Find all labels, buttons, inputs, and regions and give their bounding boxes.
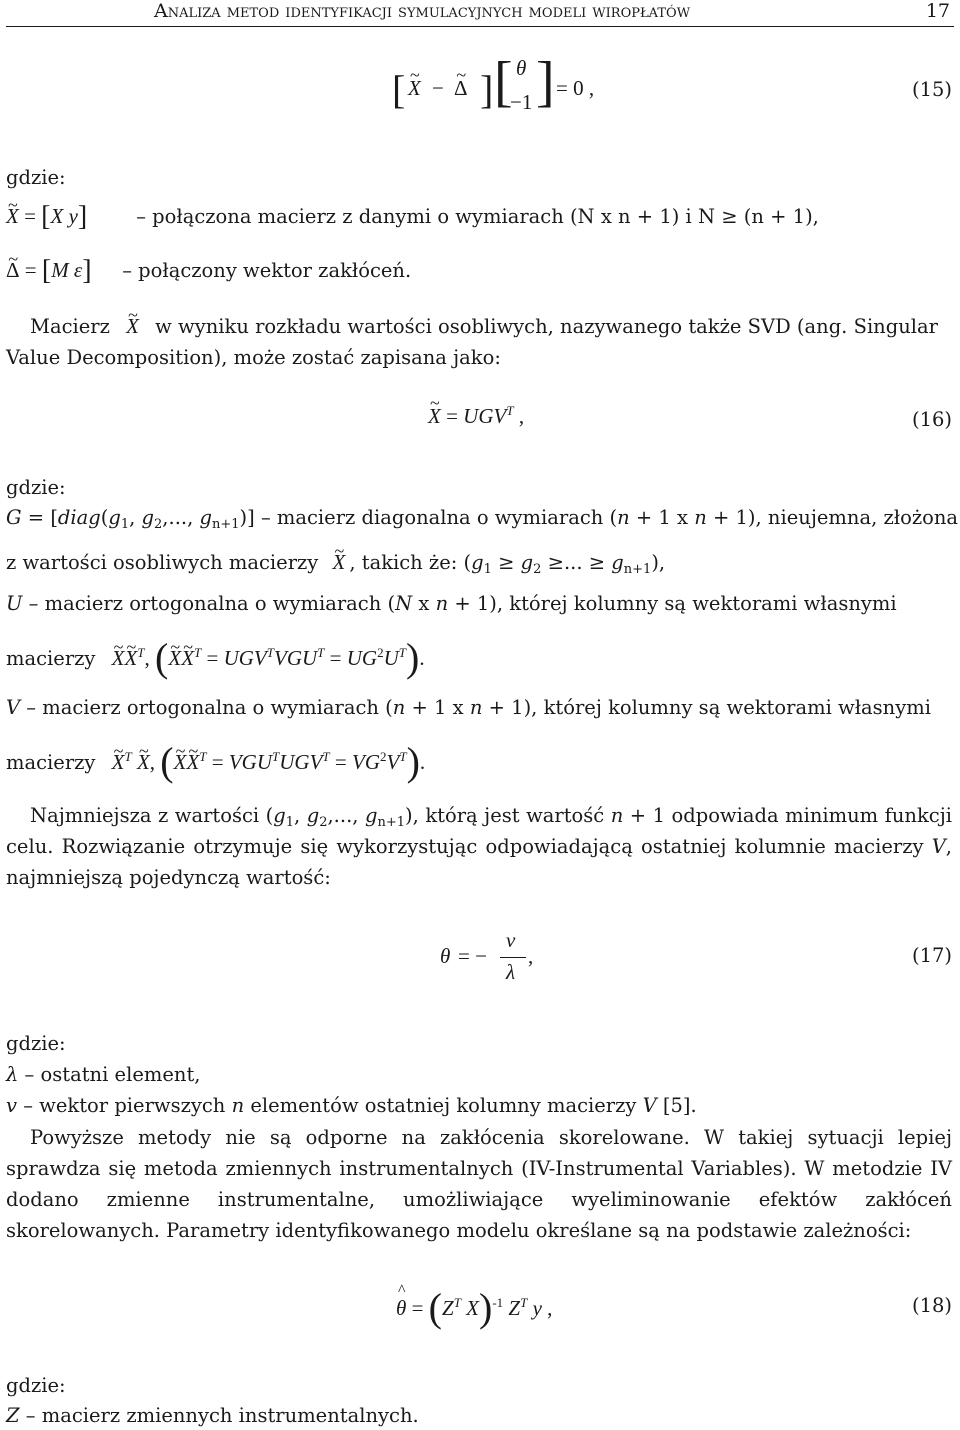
where-label: gdzie: [6, 476, 66, 499]
equation-17-number: (17) [911, 944, 952, 967]
definition-z: Z – macierz zmiennych instrumentalnych. [6, 1404, 419, 1427]
definition-u: U – macierz ortogonalna o wymiarach (N x n + 1), której kolumny są wektorami własnymi [6, 592, 897, 615]
paragraph-instrumental-variables: Powyższe metody nie są odporne na zakłócenia skorelowane. W takiej sytuacji lepiej sprawdza się metoda zmiennych instrumentalnych (IV-Instrumental Variables). W metodzie IV dodano zmienne instrumentalne, umożliwiające wyeliminowanie efektów zakłóceń skorelowanych. Parametry identyfikowanego modelu określane są na podstawie zależności: [6, 1126, 952, 1242]
definition-nu: v – wektor pierwszych n elementów ostatniej kolumny macierzy V [5]. [6, 1094, 697, 1117]
equation-15: [ ~ X − ~ Δ ] [ θ −1 ] = 0 , [392, 52, 622, 122]
definition-v: V – macierz ortogonalna o wymiarach (n + 1 x n + 1), której kolumny są wektorami własnymi [6, 696, 931, 719]
running-title: Analiza metod identyfikacji symulacyjnych modeli wiropłatów [154, 0, 691, 22]
where-label: gdzie: [6, 1374, 66, 1397]
equation-18: θ ^ = ($Z^T$ X)$^{-1}$ $Z^T$ y , [396, 1282, 553, 1330]
definition-u-cont: macierzy ~ X~ $X^T$, (~ X~ $X^T = UGV^TVGU^T = UG^2U^T$). [6, 644, 952, 673]
definition-lambda: λ – ostatni element, [6, 1063, 201, 1086]
equation-17: θ = − ν λ , [440, 928, 534, 984]
definition-x-tilde-text: – połączona macierz z danymi o wymiarach (N x n + 1) i N ≥ (n + 1), [136, 205, 819, 228]
definition-delta-tilde-text: – połączony wektor zakłóceń. [122, 259, 412, 282]
definition-delta-tilde: ~ Δ = [M ε] – połączony wektor zakłóceń. [6, 256, 952, 285]
definition-v-cont: macierzy ~ $X^T$ ~ X, (~ X~ $X^T = VGU^TUGV^T = VG^2V^T$). [6, 748, 952, 777]
definition-g: $G = [diag(g_1$, $g_2$,..., $g_{n+1}$)] – macierz diagonalna o wymiarach (n + 1 x n + 1), nieujemna, złożona [6, 506, 959, 532]
running-header [6, 0, 954, 27]
definition-g-cont: z wartości osobliwych macierzy ~ X , takich że: ($g_1 \ge g_2$ ≥... ≥ $g_{n+1}$), [6, 548, 952, 577]
where-label: gdzie: [6, 1032, 66, 1055]
definition-x-tilde: ~ X = [X y] – połączona macierz z danymi o wymiarach (N x n + 1) i N ≥ (n + 1), [6, 202, 952, 231]
svd-intro-line-2: Value Decomposition), może zostać zapisana jako: [6, 346, 501, 369]
equation-15-number: (15) [911, 78, 952, 101]
paragraph-minimum: Najmniejsza z wartości ($g_1$, $g_2$,..., $g_{n+1}$), którą jest wartość n + 1 odpowiada minimum funkcji celu. Rozwiązanie otrzymuje się wykorzystując odpowiadającą ostatniej kolumnie macierzy V, najmniejszą pojedynczą wartość: [6, 804, 952, 889]
svd-intro-line-1: Macierz ~ X w wyniku rozkładu wartości osobliwych, nazywanego także SVD (ang. Singular [6, 312, 952, 341]
page-number: 17 [925, 0, 950, 22]
equation-16-number: (16) [911, 408, 952, 431]
equation-18-number: (18) [911, 1294, 952, 1317]
where-label: gdzie: [6, 166, 66, 189]
equation-15-rhs: = 0 , [556, 76, 595, 100]
equation-16: ~ $X = UGV^T$ , [428, 404, 524, 429]
